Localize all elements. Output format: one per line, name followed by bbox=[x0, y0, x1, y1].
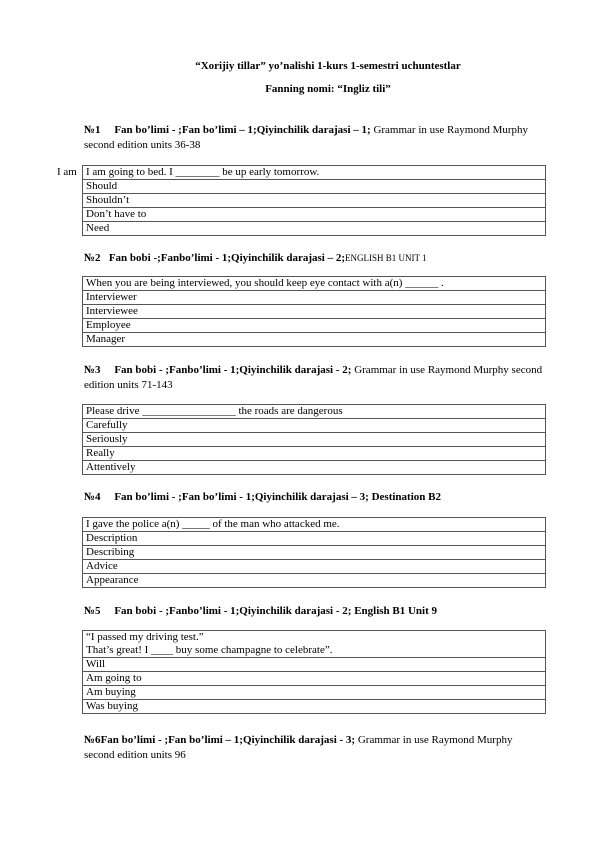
question-5-table bbox=[82, 630, 546, 714]
question-2-option-d[interactable]: Manager bbox=[83, 333, 546, 347]
question-4-option-a[interactable]: Description bbox=[83, 532, 546, 546]
question-1-option-c[interactable]: Don’t have to bbox=[83, 208, 546, 222]
question-5-text bbox=[83, 631, 546, 658]
question-5-text-line-2: That’s great! I ____ buy some champagne to celebrate”. bbox=[86, 644, 333, 656]
question-5-header bbox=[84, 604, 544, 619]
question-2-source: ENGLISH B1 UNIT 1 bbox=[345, 253, 427, 263]
question-3-number: №3 bbox=[84, 364, 101, 376]
question-6-number: №6 bbox=[84, 734, 101, 746]
question-2-option-a[interactable]: Interviewer bbox=[83, 291, 546, 305]
question-4-table bbox=[82, 517, 546, 588]
question-1-text: I am going to bed. I ________ be up early tomorrow. bbox=[83, 166, 546, 180]
question-6-meta: Fan bo’limi - ;Fan bo’limi – 1;Qiyinchilik darajasi - 3; bbox=[100, 734, 356, 746]
question-4-header bbox=[84, 490, 544, 505]
question-1-source: Grammar in use Raymond Murphy second edition units 36-38 bbox=[84, 124, 529, 151]
question-3-text: Please drive _________________ the roads are dangerous bbox=[83, 405, 546, 419]
side-fragment: I am bbox=[57, 166, 77, 178]
question-4-option-b[interactable]: Describing bbox=[83, 546, 546, 560]
question-2-number: №2 bbox=[84, 252, 101, 264]
question-1-number: №1 bbox=[84, 124, 101, 136]
question-2-option-b[interactable]: Interviewee bbox=[83, 305, 546, 319]
question-5-number: №5 bbox=[84, 605, 101, 617]
question-1-header bbox=[84, 123, 544, 153]
question-5-option-a[interactable]: Will bbox=[83, 658, 546, 672]
question-2-table bbox=[82, 276, 546, 347]
question-1-option-a[interactable]: Should bbox=[83, 180, 546, 194]
page-title: “Xorijiy tillar” yo’nalishi 1-kurs 1-semestri uchuntestlar bbox=[195, 60, 461, 72]
question-3-option-c[interactable]: Really bbox=[83, 447, 546, 461]
question-2-option-c[interactable]: Employee bbox=[83, 319, 546, 333]
question-4-number: №4 bbox=[84, 491, 101, 503]
question-3-option-d[interactable]: Attentively bbox=[83, 461, 546, 475]
question-2-text: When you are being interviewed, you should keep eye contact with a(n) ______ . bbox=[83, 277, 546, 291]
question-1-option-d[interactable]: Need bbox=[83, 222, 546, 236]
question-5-option-b[interactable]: Am going to bbox=[83, 672, 546, 686]
question-4-option-c[interactable]: Advice bbox=[83, 560, 546, 574]
question-2-meta: Fan bobi -;Fanbo’limi - 1;Qiyinchilik darajasi – 2; bbox=[108, 252, 346, 264]
question-1-table bbox=[82, 165, 546, 236]
question-6-header bbox=[84, 733, 544, 763]
question-3-meta: Fan bobi - ;Fanbo’limi - 1;Qiyinchilik darajasi - 2; bbox=[114, 364, 352, 376]
question-1-option-b[interactable]: Shouldn’t bbox=[83, 194, 546, 208]
question-4-meta: Fan bo’limi - ;Fan bo’limi - 1;Qiyinchilik darajasi – 3; Destination B2 bbox=[114, 491, 441, 503]
question-2-header bbox=[84, 251, 544, 266]
question-3-table bbox=[82, 404, 546, 475]
question-3-source: Grammar in use Raymond Murphy second edition units 71-143 bbox=[84, 364, 543, 391]
question-4-text: I gave the police a(n) _____ of the man who attacked me. bbox=[83, 518, 546, 532]
subject-title: Fanning nomi: “Ingliz tili” bbox=[265, 83, 391, 95]
question-3-option-a[interactable]: Carefully bbox=[83, 419, 546, 433]
question-3-option-b[interactable]: Seriously bbox=[83, 433, 546, 447]
question-5-option-c[interactable]: Am buying bbox=[83, 686, 546, 700]
question-5-meta: Fan bobi - ;Fanbo’limi - 1;Qiyinchilik darajasi - 2; English B1 Unit 9 bbox=[114, 605, 438, 617]
question-5-option-d[interactable]: Was buying bbox=[83, 700, 546, 714]
question-6-source: Grammar in use Raymond Murphy second edition units 96 bbox=[84, 734, 513, 761]
question-5-text-line-1: “I passed my driving test.” bbox=[86, 631, 204, 643]
question-4-option-d[interactable]: Appearance bbox=[83, 574, 546, 588]
question-3-header bbox=[84, 363, 544, 393]
question-1-meta: Fan bo’limi - ;Fan bo’limi – 1;Qiyinchilik darajasi – 1; bbox=[114, 124, 371, 136]
